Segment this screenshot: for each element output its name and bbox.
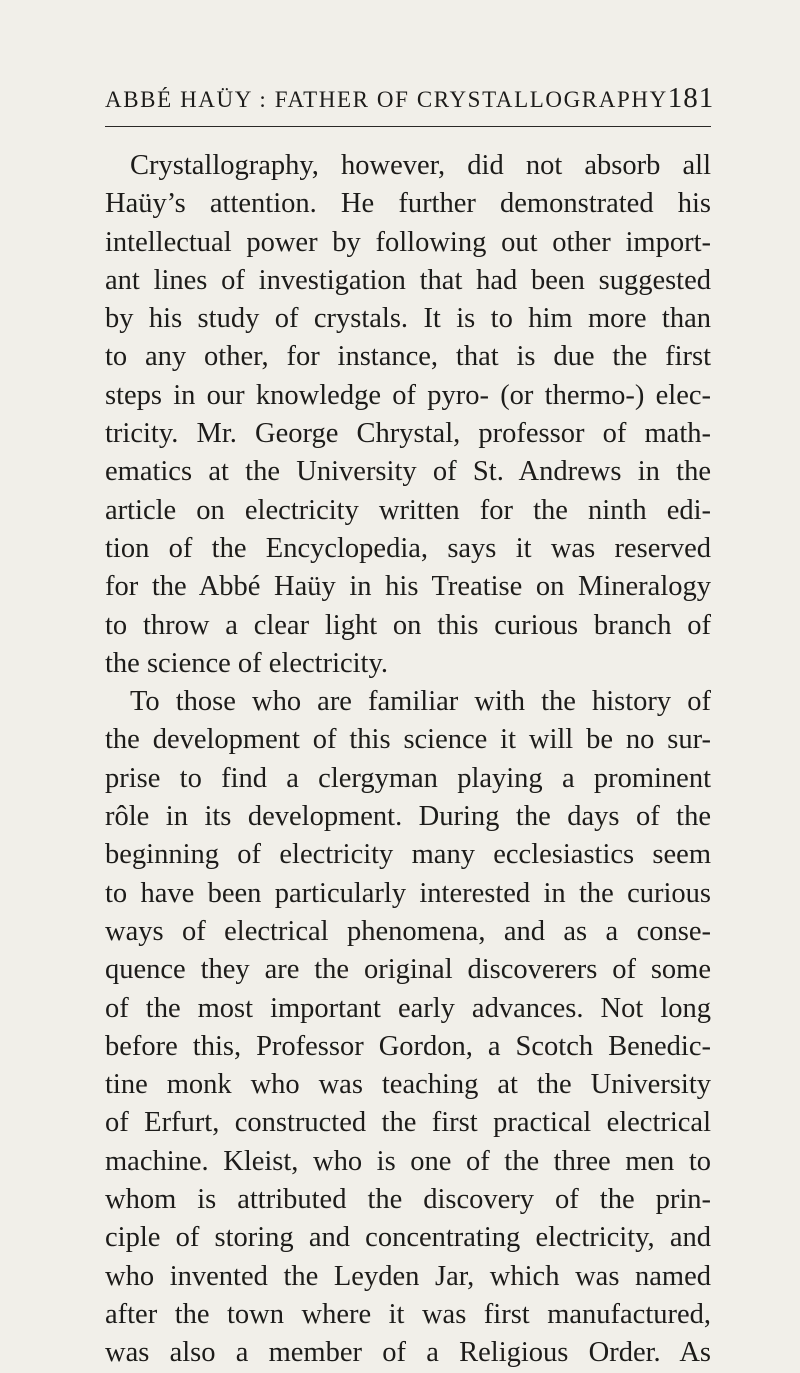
text-line: the science of electricity.: [105, 647, 388, 679]
text-line: of Erfurt, constructed the first practical electrical: [105, 1107, 711, 1139]
text-line: to have been particularly interested in the curious: [105, 877, 711, 909]
text-line: before this, Professor Gordon, a Scotch Benedic-: [105, 1030, 711, 1062]
text-line: was also a member of a Religious Order. As: [105, 1337, 711, 1369]
text-line: by his study of crystals. It is to him more than: [105, 303, 711, 335]
text-line: rôle in its development. During the days of the: [105, 801, 711, 833]
text-line: machine. Kleist, who is one of the three men to: [105, 1145, 711, 1177]
text-line: ways of electrical phenomena, and as a conse-: [105, 915, 711, 947]
text-line: the development of this science it will be no sur-: [105, 724, 711, 756]
text-line: Crystallography, however, did not absorb all: [130, 150, 711, 181]
text-line: for the Abbé Haüy in his Treatise on Mineralogy: [105, 571, 711, 603]
text-line: Haüy’s attention. He further demonstrated his: [105, 188, 711, 220]
text-line: intellectual power by following out other import-: [105, 226, 711, 258]
text-line: tion of the Encyclopedia, says it was reserved: [105, 532, 711, 564]
text-line: quence they are the original discoverers of some: [105, 954, 711, 986]
text-line: ematics at the University of St. Andrews in the: [105, 456, 711, 488]
text-line: prise to find a clergyman playing a prominent: [105, 762, 711, 794]
text-line: whom is attributed the discovery of the prin-: [105, 1184, 711, 1216]
text-line: to any other, for instance, that is due the first: [105, 341, 711, 373]
body-text: [105, 147, 711, 1373]
header-rule: [105, 126, 711, 127]
text-line: beginning of electricity many ecclesiastics seem: [105, 839, 711, 871]
text-line: to throw a clear light on this curious branch of: [105, 609, 711, 641]
text-line: who invented the Leyden Jar, which was named: [105, 1260, 711, 1292]
text-line: steps in our knowledge of pyro- (or thermo-) elec-: [105, 379, 711, 411]
text-line: tricity. Mr. George Chrystal, professor of math-: [105, 418, 711, 450]
text-line: ant lines of investigation that had been suggested: [105, 264, 711, 296]
text-line: ciple of storing and concentrating electricity, and: [105, 1222, 711, 1254]
text-line: of the most important early advances. Not long: [105, 992, 711, 1024]
page-number: 181: [667, 82, 715, 114]
text-line: To those who are familiar with the history of: [130, 686, 711, 718]
text-line: tine monk who was teaching at the University: [105, 1069, 711, 1101]
text-line: article on electricity written for the ninth edi-: [105, 494, 711, 526]
text-line: after the town where it was first manufactured,: [105, 1298, 711, 1330]
running-head: [105, 82, 715, 122]
running-head-title: ABBÉ HAÜY : FATHER OF CRYSTALLOGRAPHY: [105, 87, 668, 112]
